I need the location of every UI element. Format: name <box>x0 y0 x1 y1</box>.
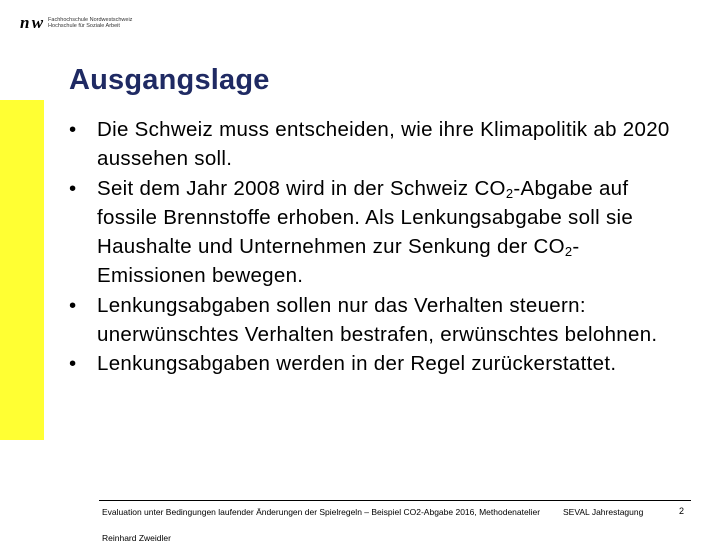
bullet-item <box>68 174 678 291</box>
logo-mark: n w <box>20 13 43 32</box>
bullet-text-part: -Abgabe auf fossile Brennstoffe erhoben. Als Lenkungsabgabe soll sie Haushalte und Unternehmen zur Senkung der CO <box>97 176 634 259</box>
footer-author: Reinhard Zweidler <box>102 533 171 543</box>
logo-line-1: Fachhochschule Nordwestschweiz <box>48 16 133 23</box>
bullet-text-part: Seit dem Jahr 2008 wird in der Schweiz CO <box>97 176 506 200</box>
bullet-symbol: • <box>69 352 77 376</box>
bullet-item <box>68 349 678 378</box>
footer-divider <box>99 500 691 501</box>
bullet-text-part: -Emissionen bewegen. <box>97 235 580 288</box>
bullet-text: Die Schweiz muss entscheiden, wie ihre Klimapolitik ab 2020 aussehen soll. <box>97 118 670 171</box>
bullet-symbol: • <box>69 176 77 200</box>
footer-citation: Evaluation unter Bedingungen laufender Änderungen der Spielregeln – Beispiel CO2-Abgabe 2016, Methodenatelier <box>102 507 541 517</box>
bullet-list <box>68 115 678 379</box>
bullet-item <box>68 115 678 174</box>
subscript: 2 <box>564 244 573 260</box>
footer-event: SEVAL Jahrestagung <box>563 507 644 517</box>
yellow-accent-bar <box>0 100 44 440</box>
slide-title: Ausgangslage <box>69 64 270 96</box>
bullet-text: Lenkungsabgaben sollen nur das Verhalten steuern: unerwünschtes Verhalten bestrafen, erwünschtes belohnen. <box>97 293 658 347</box>
logo-text <box>48 17 132 30</box>
page-number: 2 <box>679 506 685 516</box>
bullet-symbol: • <box>69 118 77 141</box>
bullet-symbol: • <box>69 293 77 317</box>
logo-line-2: Hochschule für Soziale Arbeit <box>48 23 120 29</box>
logo <box>20 13 132 33</box>
bullet-item <box>68 291 678 350</box>
subscript: 2 <box>505 185 514 201</box>
bullet-text: Lenkungsabgaben werden in der Regel zurückerstattet. <box>97 352 617 376</box>
